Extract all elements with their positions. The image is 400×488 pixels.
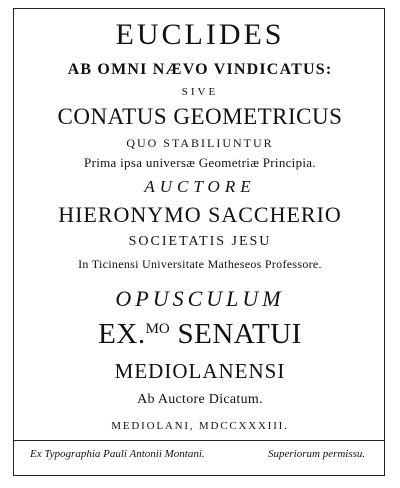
printer-line: Ex Typographia Pauli Antonii Montani.: [30, 448, 205, 460]
principia-line: Prima ipsa universæ Geometriæ Principia.: [84, 155, 316, 170]
author-name: HIERONYMO SACCHERIO: [58, 202, 342, 227]
dedication-ex: EX.: [98, 318, 146, 350]
imprint-rule: [14, 440, 384, 441]
place-year: MEDIOLANI, MDCCXXXIII.: [111, 420, 289, 432]
order-line: SOCIETATIS JESU: [128, 234, 272, 249]
opusculum-line: OPUSCULUM: [115, 286, 285, 311]
dedication-rest: SENATUI: [169, 318, 302, 350]
dedication-line: [0, 320, 400, 349]
position-line: In Ticinensi Universitate Matheseos Professore.: [78, 257, 322, 271]
sive-line: SIVE: [181, 86, 219, 98]
permission-line: Superiorum permissu.: [268, 448, 366, 460]
dicatum-line: Ab Auctore Dicatum.: [137, 392, 263, 407]
work-title: CONATUS GEOMETRICUS: [57, 104, 343, 129]
city-dedication: MEDIOLANENSI: [114, 359, 286, 383]
quo-line: QUO STABILIUNTUR: [126, 136, 274, 150]
page-title: EUCLIDES: [115, 18, 285, 51]
subtitle: AB OMNI NÆVO VINDICATUS:: [67, 61, 333, 78]
auctore-line: AUCTORE: [144, 177, 256, 196]
dedication-mo: MO: [145, 321, 170, 337]
